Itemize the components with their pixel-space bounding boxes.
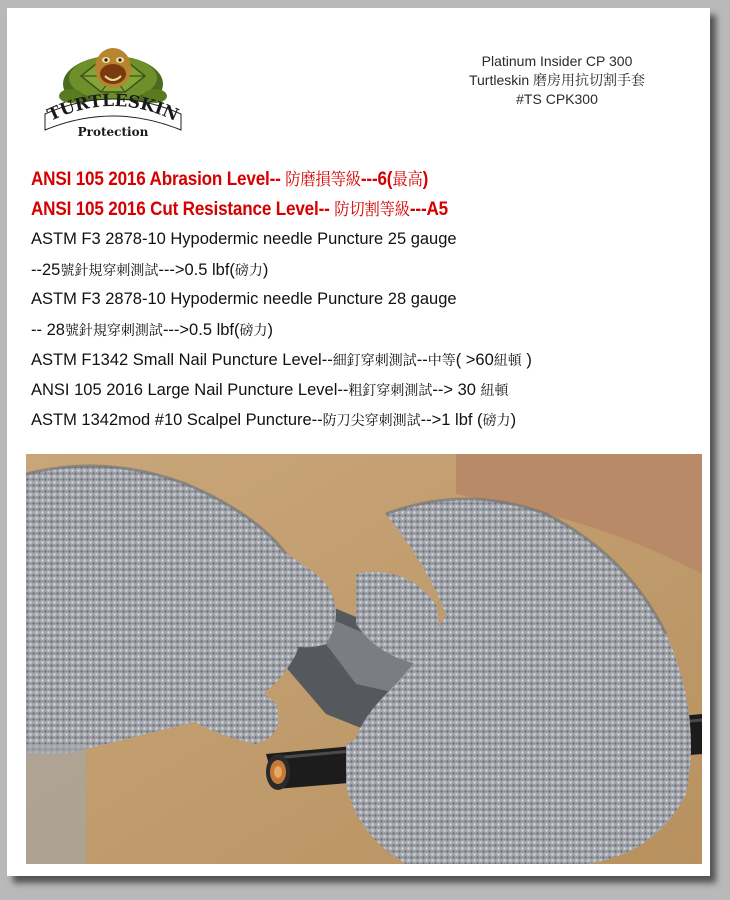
abrasion-level-headline: ANSI 105 2016 Abrasion Level-- 防磨損等級---6(最高) bbox=[31, 169, 429, 190]
logo-tagline: Protection bbox=[77, 125, 149, 139]
gloves-cutting-cable-photo bbox=[26, 454, 702, 864]
product-description: Turtleskin 磨房用抗切割手套 bbox=[468, 72, 646, 88]
product-info bbox=[427, 52, 687, 109]
turtleskin-logo bbox=[31, 26, 191, 146]
product-card bbox=[7, 8, 710, 876]
spec-line: ASTM F3 2878-10 Hypodermic needle Puncture 25 gauge bbox=[31, 230, 457, 248]
cut-resistance-headline: ANSI 105 2016 Cut Resistance Level-- 防切割等級---A5 bbox=[31, 199, 448, 220]
product-model: Platinum Insider CP 300 bbox=[481, 53, 633, 69]
spec-line: ASTM F1342 Small Nail Puncture Level--細釘穿刺測試--中等( >60紐頓 ) bbox=[31, 351, 532, 369]
spec-line: -- 28號針規穿刺測試--->0.5 lbf(磅力) bbox=[31, 321, 273, 339]
logo-brand-text: TURTLESKIN bbox=[44, 90, 182, 126]
spec-line: ASTM 1342mod #10 Scalpel Puncture--防刀尖穿刺測試-->1 lbf (磅力) bbox=[31, 411, 517, 429]
product-code: #TS CPK300 bbox=[516, 91, 598, 107]
spec-line: ASTM F3 2878-10 Hypodermic needle Puncture 28 gauge bbox=[31, 290, 457, 308]
spec-line: --25號針規穿刺測試--->0.5 lbf(磅力) bbox=[31, 261, 269, 279]
spec-line: ANSI 105 2016 Large Nail Puncture Level--粗釘穿刺測試--> 30 紐頓 bbox=[31, 381, 509, 399]
